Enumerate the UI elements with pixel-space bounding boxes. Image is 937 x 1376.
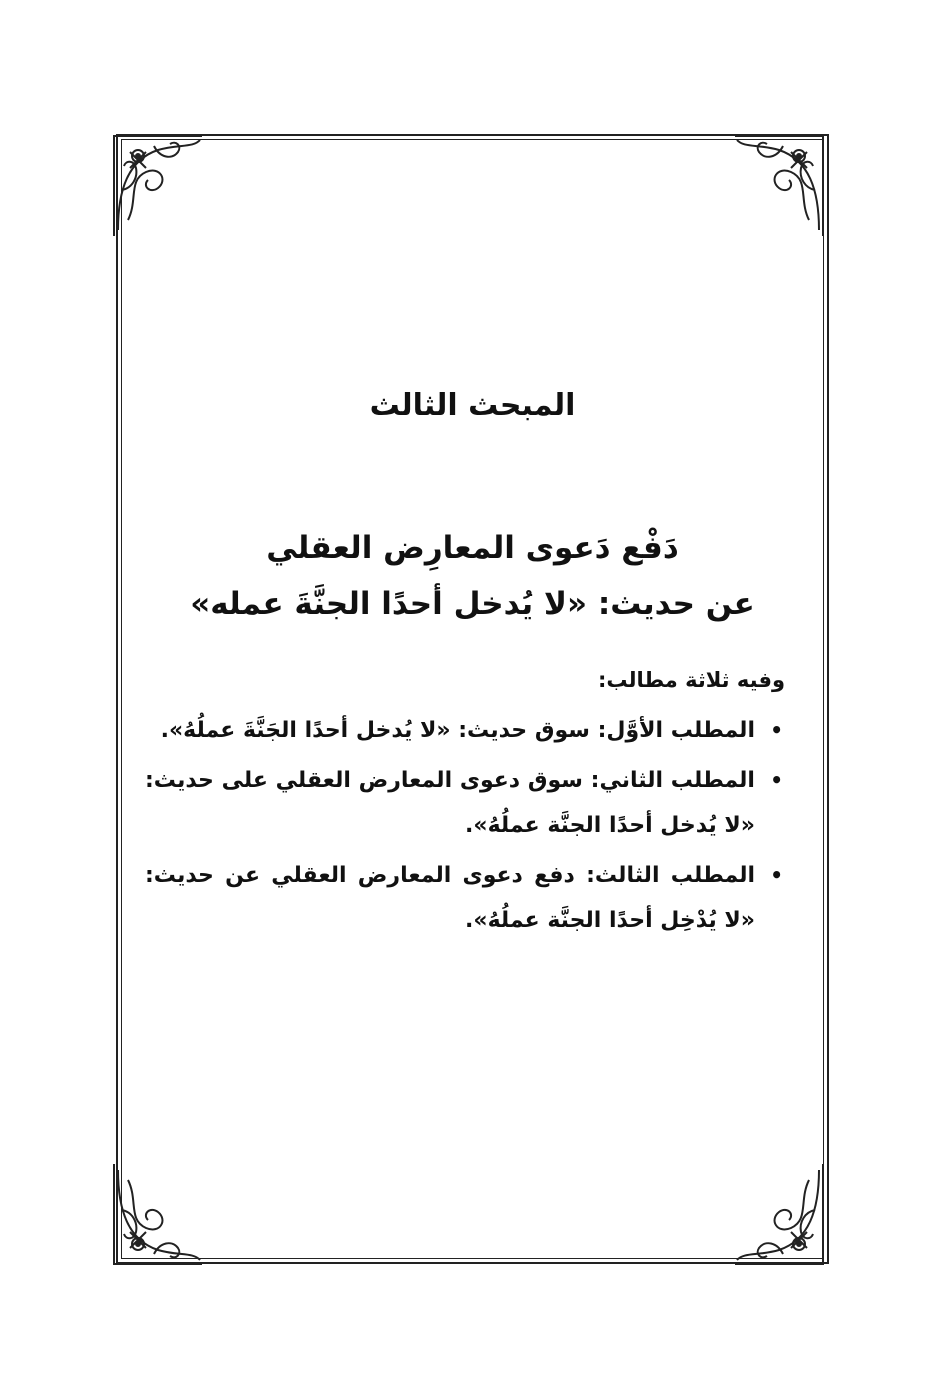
floral-corner-ornament-icon <box>733 1160 829 1270</box>
item-label: المطلب الأوَّل: <box>597 718 755 743</box>
bullet-icon: • <box>770 863 783 887</box>
floral-corner-ornament-icon <box>108 130 204 240</box>
main-title-line-2: عن حديث: «لا يُدخل أحدًا الجنَّةَ عمله» <box>190 586 755 622</box>
intro-text: وفيه ثلاثة مطالب: <box>597 668 785 692</box>
bullet-icon: • <box>770 718 783 742</box>
list-item <box>145 853 785 943</box>
item-text: دفع دعوى المعارض العقلي عن حديث: «لا يُدْخِل أحدًا الجنَّة عملُهُ». <box>145 863 755 933</box>
floral-corner-ornament-icon <box>733 130 829 240</box>
item-text: سوق حديث: «لا يُدخل أحدًا الجَنَّةَ عملُهُ». <box>160 718 590 743</box>
list-item <box>145 708 785 753</box>
item-label: المطلب الثالث: <box>586 863 755 888</box>
main-title-line-1: دَفْع دَعوى المعارِض العقلي <box>266 530 679 566</box>
section-main-title <box>150 520 795 632</box>
floral-corner-ornament-icon <box>108 1160 204 1270</box>
bullet-icon: • <box>770 768 783 792</box>
chapter-title: المبحث الثالث <box>369 388 576 423</box>
item-text: سوق دعوى المعارض العقلي على حديث: «لا يُدخل أحدًا الجنَّة عملُهُ». <box>145 768 755 838</box>
item-label: المطلب الثاني: <box>590 768 755 793</box>
list-item <box>145 758 785 848</box>
page-border-inner <box>121 139 824 1259</box>
subsection-list <box>145 708 785 948</box>
